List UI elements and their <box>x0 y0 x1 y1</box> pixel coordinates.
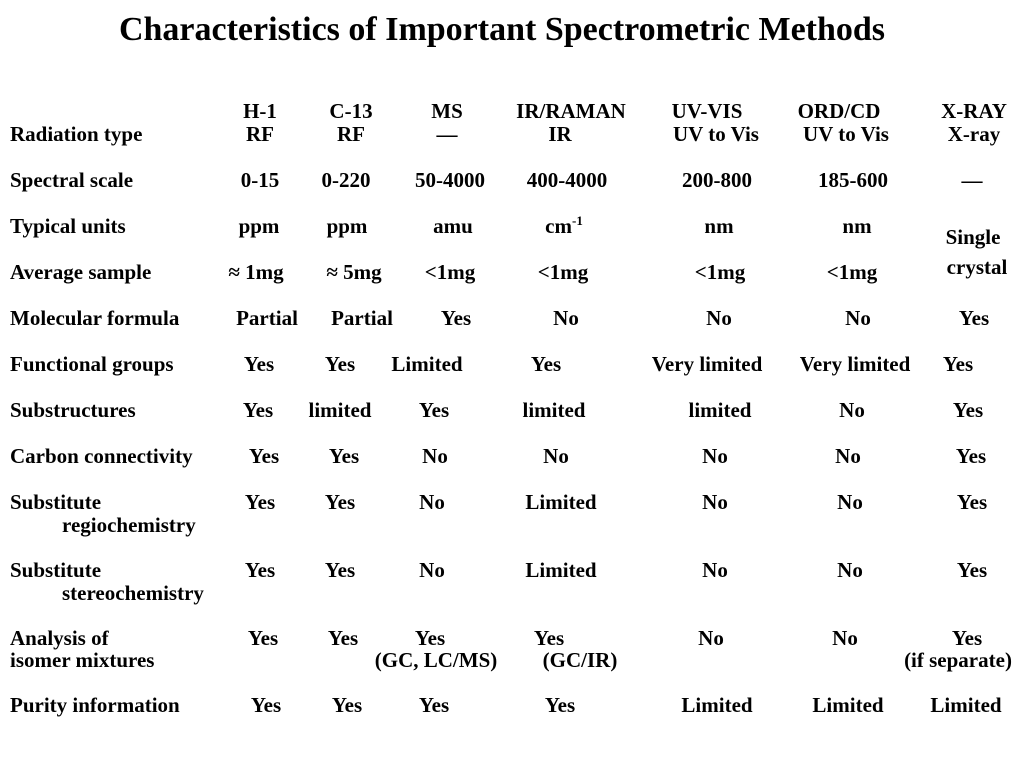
cell: No <box>422 444 448 468</box>
cell: Yes <box>414 626 446 650</box>
cell-xray-sample-1: Single <box>945 225 1001 249</box>
cell: Yes <box>956 490 988 514</box>
cell: Yes <box>533 626 565 650</box>
row-label-regio: Substitute <box>10 490 102 514</box>
cell: limited <box>522 398 586 422</box>
cell-xray-sample-2: crystal <box>946 255 1008 279</box>
cell: No <box>702 490 728 514</box>
cell: Yes <box>544 693 576 717</box>
cell: Yes <box>324 558 356 582</box>
cell: Yes <box>955 444 987 468</box>
isomer-note-ir: (GC/IR) <box>542 648 618 672</box>
cell: <1mg <box>826 260 878 284</box>
column-header-x-ray: X-RAY <box>941 99 1007 123</box>
cell: UV to Vis <box>673 122 759 146</box>
cell: No <box>419 490 445 514</box>
row-label-functional: Functional groups <box>10 352 174 376</box>
cell: Very limited <box>651 352 763 376</box>
isomer-note-ms: (GC, LC/MS) <box>374 648 498 672</box>
column-header-ir-raman: IR/RAMAN <box>516 99 626 123</box>
row-label-purity: Purity information <box>10 693 180 717</box>
cell: 400-4000 <box>526 168 608 192</box>
cell: Yes <box>942 352 974 376</box>
cell: nm <box>704 214 734 238</box>
cell <box>545 214 583 238</box>
row-label-stereo: Substitute <box>10 558 102 582</box>
row-label-substructures: Substructures <box>10 398 136 422</box>
cell: Partial <box>331 306 393 330</box>
cell: RF <box>246 122 274 146</box>
cell: Limited <box>812 693 884 717</box>
cell: No <box>698 626 724 650</box>
cell: <1mg <box>537 260 589 284</box>
units-cm: cm <box>545 214 572 238</box>
cell: Limited <box>681 693 753 717</box>
cell: Yes <box>956 558 988 582</box>
cell: Yes <box>418 693 450 717</box>
cell: Yes <box>440 306 472 330</box>
cell: Limited <box>525 490 597 514</box>
cell: RF <box>337 122 365 146</box>
cell: 0-15 <box>240 168 280 192</box>
cell: Yes <box>244 558 276 582</box>
cell: Yes <box>324 490 356 514</box>
cell: Yes <box>250 693 282 717</box>
cell: UV to Vis <box>803 122 889 146</box>
row-label-isomer-2: isomer mixtures <box>10 648 155 672</box>
cell: ppm <box>326 214 368 238</box>
cell: Yes <box>952 398 984 422</box>
row-label-scale: Spectral scale <box>10 168 134 192</box>
cell: No <box>839 398 865 422</box>
cell: Yes <box>244 490 276 514</box>
column-header-c13: C-13 <box>329 99 373 123</box>
cell: No <box>837 490 863 514</box>
cell: Yes <box>247 626 279 650</box>
row-label-radiation: Radiation type <box>10 122 143 146</box>
row-label-carbon: Carbon connectivity <box>10 444 193 468</box>
cell: ≈ 5mg <box>326 260 382 284</box>
isomer-note-xray: (if separate) <box>904 648 1012 672</box>
cell: Yes <box>242 398 274 422</box>
cell: Yes <box>418 398 450 422</box>
cell: ppm <box>238 214 280 238</box>
cell: X-ray <box>947 122 1001 146</box>
cell: No <box>706 306 732 330</box>
cell: Limited <box>525 558 597 582</box>
row-label-units: Typical units <box>10 214 126 238</box>
cell: Yes <box>248 444 280 468</box>
cell: No <box>832 626 858 650</box>
cell: No <box>553 306 579 330</box>
cell: nm <box>842 214 872 238</box>
cell: No <box>845 306 871 330</box>
cell: Yes <box>328 444 360 468</box>
cell: <1mg <box>424 260 476 284</box>
cell: Limited <box>391 352 463 376</box>
column-header-uv-vis: UV-VIS <box>671 99 743 123</box>
cell: ≈ 1mg <box>228 260 284 284</box>
cell: Very limited <box>799 352 911 376</box>
row-label-sample: Average sample <box>10 260 152 284</box>
row-label-stereo-2: stereochemistry <box>62 581 204 605</box>
row-label-formula: Molecular formula <box>10 306 180 330</box>
cell: No <box>543 444 569 468</box>
cell: 0-220 <box>321 168 371 192</box>
column-header-h1: H-1 <box>243 99 277 123</box>
units-cm-exponent: -1 <box>571 213 583 228</box>
row-label-regio-2: regiochemistry <box>62 513 196 537</box>
cell: amu <box>433 214 473 238</box>
column-header-ord-cd: ORD/CD <box>797 99 881 123</box>
cell: Yes <box>324 352 356 376</box>
cell: No <box>419 558 445 582</box>
cell: Partial <box>236 306 298 330</box>
cell: limited <box>308 398 372 422</box>
cell: Yes <box>958 306 990 330</box>
cell: limited <box>688 398 752 422</box>
page-title: Characteristics of Important Spectrometric Methods <box>118 11 886 48</box>
cell: 50-4000 <box>415 168 485 192</box>
cell: No <box>835 444 861 468</box>
cell: Yes <box>530 352 562 376</box>
cell: IR <box>548 122 572 146</box>
cell: No <box>702 444 728 468</box>
cell: Yes <box>331 693 363 717</box>
cell: Yes <box>327 626 359 650</box>
cell: 185-600 <box>818 168 888 192</box>
cell: No <box>837 558 863 582</box>
cell: 200-800 <box>682 168 752 192</box>
cell: — <box>961 168 983 192</box>
row-label-isomer: Analysis of <box>10 626 109 650</box>
cell: Yes <box>243 352 275 376</box>
cell: <1mg <box>694 260 746 284</box>
column-header-ms: MS <box>431 99 463 123</box>
cell: Yes <box>951 626 983 650</box>
cell: — <box>436 122 458 146</box>
cell: No <box>702 558 728 582</box>
cell: Limited <box>930 693 1002 717</box>
